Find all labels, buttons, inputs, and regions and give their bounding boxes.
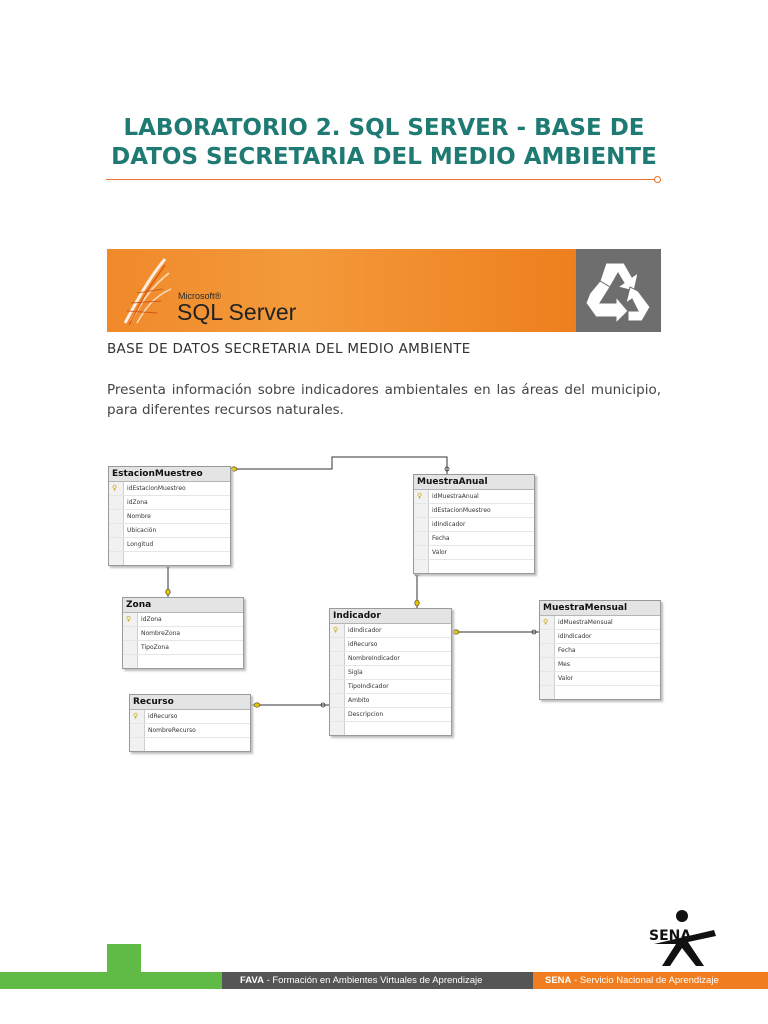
primary-key-icon: ♀ bbox=[543, 618, 549, 626]
primary-key-icon: ♀ bbox=[112, 484, 118, 492]
key-end-marker bbox=[415, 600, 419, 606]
primary-key-icon: ♀ bbox=[417, 492, 423, 500]
table-recurso[interactable] bbox=[129, 694, 251, 752]
title-line-2: DATOS SECRETARIA DEL MEDIO AMBIENTE bbox=[111, 144, 657, 170]
table-field[interactable]: Fecha bbox=[540, 644, 660, 658]
table-field[interactable]: ♀ idEstacionMuestreo bbox=[109, 482, 230, 496]
sql-server-label: SQL Server bbox=[177, 299, 297, 325]
table-field[interactable]: NombreZona bbox=[123, 627, 243, 641]
table-field[interactable]: NombreRecurso bbox=[130, 724, 250, 738]
table-field[interactable]: NombreIndicador bbox=[330, 652, 451, 666]
key-end-marker bbox=[166, 589, 170, 595]
table-field[interactable]: idRecurso bbox=[330, 638, 451, 652]
table-field[interactable]: ♀ idIndicador bbox=[330, 624, 451, 638]
table-field[interactable]: ♀ idZona bbox=[123, 613, 243, 627]
table-indicador[interactable] bbox=[329, 608, 452, 736]
table-field[interactable]: Ambito bbox=[330, 694, 451, 708]
footer-fava-text: - Formación en Ambientes Virtuales de Aprendizaje bbox=[263, 975, 483, 986]
table-field[interactable]: ♀ idMuestraAnual bbox=[414, 490, 534, 504]
table-field[interactable]: ♀ idRecurso bbox=[130, 710, 250, 724]
table-field[interactable]: Longitud bbox=[109, 538, 230, 552]
table-title: EstacionMuestreo bbox=[109, 467, 230, 482]
table-empty-row bbox=[130, 738, 250, 751]
table-muestraanual[interactable] bbox=[413, 474, 535, 574]
table-muestramensual[interactable] bbox=[539, 600, 661, 700]
table-field[interactable]: Mes bbox=[540, 658, 660, 672]
table-title: Zona bbox=[123, 598, 243, 613]
table-title: Indicador bbox=[330, 609, 451, 624]
table-empty-row bbox=[109, 552, 230, 565]
table-field[interactable]: idIndicador bbox=[540, 630, 660, 644]
section-description: Presenta información sobre indicadores ambientales en las áreas del municipio, para diferentes recursos naturales. bbox=[107, 382, 661, 418]
table-empty-row bbox=[330, 722, 451, 735]
table-field[interactable]: Valor bbox=[414, 546, 534, 560]
table-field[interactable]: Ubicación bbox=[109, 524, 230, 538]
table-field[interactable]: Nombre bbox=[109, 510, 230, 524]
table-field[interactable]: TipoIndicador bbox=[330, 680, 451, 694]
table-zona[interactable] bbox=[122, 597, 244, 669]
footer-sena bbox=[533, 972, 768, 989]
footer-fava bbox=[222, 972, 533, 989]
table-field[interactable]: Valor bbox=[540, 672, 660, 686]
table-field[interactable]: TipoZona bbox=[123, 641, 243, 655]
table-field[interactable]: ♀ idMuestraMensual bbox=[540, 616, 660, 630]
table-field[interactable]: idZona bbox=[109, 496, 230, 510]
sena-logo-text: SENA bbox=[649, 928, 692, 944]
table-empty-row bbox=[414, 560, 534, 573]
table-title: MuestraAnual bbox=[414, 475, 534, 490]
table-title: Recurso bbox=[130, 695, 250, 710]
connector-estacion-muestraanual bbox=[230, 457, 447, 474]
microsoft-label: Microsoft® bbox=[178, 291, 222, 301]
primary-key-icon: ♀ bbox=[333, 626, 339, 634]
table-estacionmuestreo[interactable] bbox=[108, 466, 231, 566]
primary-key-icon: ♀ bbox=[133, 712, 139, 720]
footer-sena-acronym: SENA bbox=[545, 975, 572, 986]
table-field[interactable]: Sigla bbox=[330, 666, 451, 680]
footer-fava-acronym: FAVA bbox=[240, 975, 264, 986]
table-field[interactable]: idEstacionMuestreo bbox=[414, 504, 534, 518]
key-end-marker bbox=[453, 630, 459, 634]
table-field[interactable]: idIndicador bbox=[414, 518, 534, 532]
table-field[interactable]: Descripcion bbox=[330, 708, 451, 722]
footer-sena-text: - Servicio Nacional de Aprendizaje bbox=[571, 975, 719, 986]
table-title: MuestraMensual bbox=[540, 601, 660, 616]
primary-key-icon: ♀ bbox=[126, 615, 132, 623]
key-end-marker bbox=[254, 703, 260, 707]
key-end-marker bbox=[231, 467, 237, 471]
section-heading: BASE DE DATOS SECRETARIA DEL MEDIO AMBIENTE bbox=[107, 341, 471, 357]
table-field[interactable]: Fecha bbox=[414, 532, 534, 546]
table-empty-row bbox=[123, 655, 243, 668]
footer-green-tab bbox=[107, 944, 141, 972]
title-line-1: LABORATORIO 2. SQL SERVER - BASE DE bbox=[123, 115, 645, 141]
table-empty-row bbox=[540, 686, 660, 699]
